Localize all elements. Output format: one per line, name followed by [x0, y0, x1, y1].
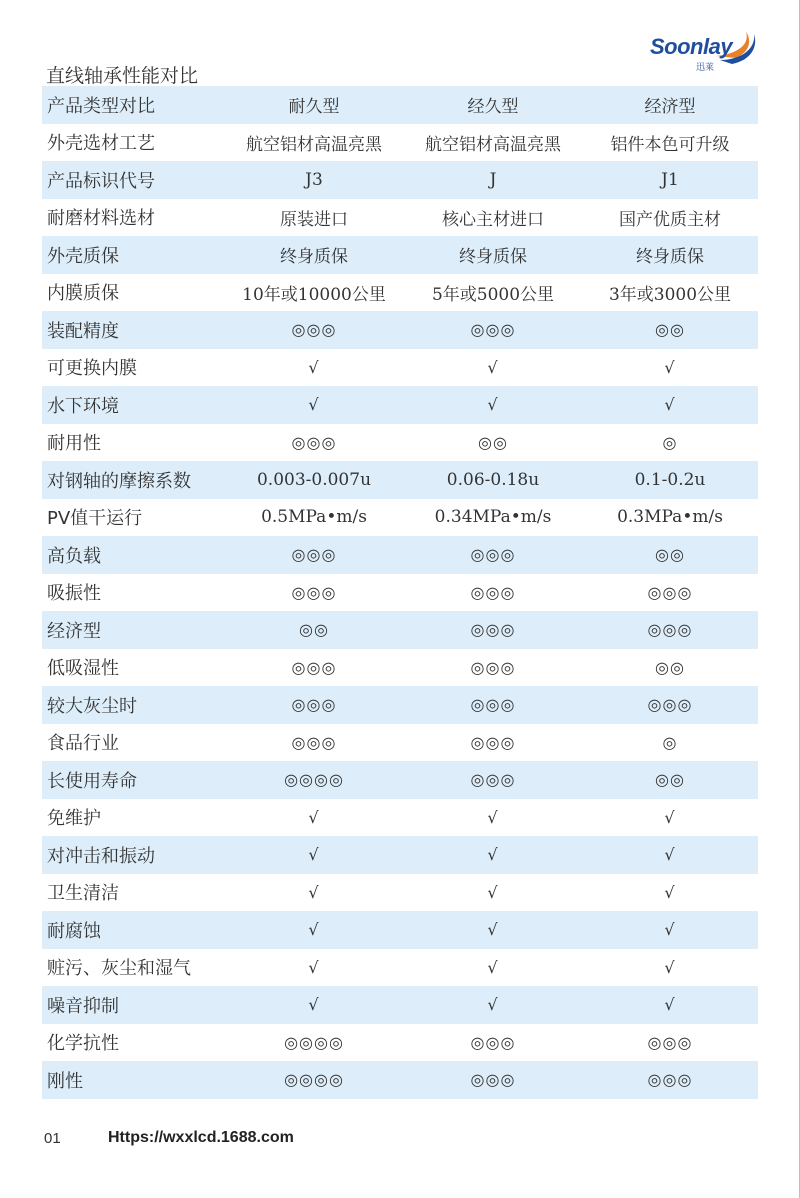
table-cell: 终身质保 — [459, 247, 527, 268]
page-title: 直线轴承性能对比 — [46, 65, 199, 87]
row-label: 外壳选材工艺 — [47, 133, 155, 155]
table-cell: ◎◎◎ — [291, 582, 337, 602]
table-cell: ◎◎◎ — [647, 620, 693, 640]
table-cell: ◎◎ — [655, 657, 685, 677]
table-cell: √ — [308, 807, 320, 827]
table-cell: 0.3MPa•m/s — [617, 507, 723, 528]
footer-url-link[interactable]: Https://wxxlcd.1688.com — [108, 1129, 294, 1146]
table-cell: ◎◎◎ — [470, 1032, 516, 1052]
table-cell: 核心主材进口 — [442, 209, 544, 230]
row-label: 高负载 — [47, 545, 101, 567]
table-cell: J1 — [661, 169, 679, 190]
table-row — [42, 274, 758, 312]
table-cell: 国产优质主材 — [619, 209, 721, 230]
table-cell: 航空铝材高温亮黑 — [246, 134, 382, 155]
table-cell: √ — [308, 920, 320, 940]
table-row — [42, 349, 758, 387]
row-label: 化学抗性 — [47, 1033, 119, 1055]
table-cell: ◎◎◎ — [291, 432, 337, 452]
table-cell: ◎◎◎ — [291, 732, 337, 752]
table-row — [42, 1024, 758, 1062]
table-cell: √ — [308, 995, 320, 1015]
table-cell: √ — [487, 882, 499, 902]
table-row — [42, 386, 758, 424]
table-cell: √ — [487, 807, 499, 827]
table-cell: √ — [664, 807, 676, 827]
row-label: 内膜质保 — [47, 283, 119, 305]
table-cell: 0.003-0.007u — [256, 469, 372, 490]
row-label: 对冲击和振动 — [47, 845, 155, 867]
table-cell: √ — [664, 995, 676, 1015]
table-cell: 0.1-0.2u — [634, 469, 706, 490]
table-cell: √ — [308, 845, 320, 865]
table-row — [42, 799, 758, 837]
brand-logo — [646, 26, 758, 76]
table-cell: ◎ — [662, 432, 678, 452]
table-cell: √ — [308, 357, 320, 377]
table-cell: ◎◎ — [655, 770, 685, 790]
table-cell: ◎◎◎ — [470, 582, 516, 602]
table-cell: ◎◎◎ — [470, 695, 516, 715]
table-cell: ◎◎◎ — [470, 320, 516, 340]
table-cell: √ — [487, 845, 499, 865]
table-cell: 经济型 — [644, 97, 696, 118]
table-cell: ◎◎◎ — [647, 1070, 693, 1090]
table-cell: J3 — [305, 169, 323, 190]
table-row — [42, 1061, 758, 1099]
table-cell: 航空铝材高温亮黑 — [425, 134, 561, 155]
row-label: 耐腐蚀 — [47, 920, 101, 942]
table-row — [42, 461, 758, 499]
comparison-table-body — [42, 86, 758, 1099]
table-cell: ◎◎◎ — [470, 732, 516, 752]
table-cell: √ — [664, 845, 676, 865]
table-cell: ◎◎◎ — [470, 657, 516, 677]
row-label: 赃污、灰尘和湿气 — [47, 958, 191, 980]
table-cell: √ — [308, 395, 320, 415]
row-label: 卫生清洁 — [47, 883, 119, 905]
table-cell: √ — [308, 957, 320, 977]
table-cell: √ — [487, 995, 499, 1015]
table-row — [42, 874, 758, 912]
table-row — [42, 424, 758, 462]
table-cell: ◎◎ — [655, 545, 685, 565]
table-cell: ◎◎◎ — [291, 695, 337, 715]
table-row — [42, 124, 758, 162]
table-cell: ◎ — [662, 732, 678, 752]
table-cell: √ — [487, 920, 499, 940]
row-label: 长使用寿命 — [47, 770, 137, 792]
row-label: 产品标识代号 — [47, 170, 155, 192]
row-label: 吸振性 — [47, 583, 101, 605]
table-cell: ◎◎◎ — [291, 545, 337, 565]
table-cell: √ — [487, 395, 499, 415]
row-label: 装配精度 — [47, 320, 119, 342]
table-cell: ◎◎ — [299, 620, 329, 640]
table-cell: ◎◎◎ — [647, 1032, 693, 1052]
table-cell: ◎◎◎ — [647, 695, 693, 715]
table-cell: √ — [664, 920, 676, 940]
row-label: 较大灰尘时 — [47, 695, 137, 717]
table-cell: 0.06-0.18u — [446, 469, 540, 490]
table-cell: 终身质保 — [636, 247, 704, 268]
table-cell: √ — [308, 882, 320, 902]
table-row — [42, 499, 758, 537]
table-cell: ◎◎◎ — [470, 620, 516, 640]
row-label: 水下环境 — [47, 395, 119, 417]
table-cell: 原装进口 — [280, 209, 348, 230]
row-label: 食品行业 — [47, 733, 119, 755]
logo-brand-text: Soonlay — [650, 34, 733, 59]
table-cell: √ — [487, 357, 499, 377]
table-row — [42, 311, 758, 349]
row-label: 可更换内膜 — [47, 358, 137, 380]
table-row — [42, 724, 758, 762]
row-label: PV值干运行 — [47, 508, 143, 530]
table-cell: ◎◎◎ — [470, 770, 516, 790]
comparison-table — [42, 86, 758, 1099]
table-cell: ◎◎ — [655, 320, 685, 340]
table-cell: J — [489, 169, 497, 190]
logo-sub-text: 迅莱 — [696, 63, 715, 73]
row-label: 耐磨材料选材 — [47, 208, 155, 230]
table-cell: ◎◎◎◎ — [284, 1032, 344, 1052]
table-cell: ◎◎◎ — [647, 582, 693, 602]
table-cell: 0.5MPa•m/s — [261, 507, 367, 528]
row-label: 产品类型对比 — [47, 95, 155, 117]
row-label: 刚性 — [47, 1070, 83, 1092]
table-cell: √ — [664, 882, 676, 902]
table-cell: 3年或3000公里 — [608, 284, 732, 305]
page-number: 01 — [44, 1130, 61, 1147]
table-row — [42, 574, 758, 612]
table-cell: ◎◎◎◎ — [284, 770, 344, 790]
table-row — [42, 611, 758, 649]
table-row — [42, 199, 758, 237]
table-cell: √ — [664, 957, 676, 977]
table-row — [42, 236, 758, 274]
table-cell: 终身质保 — [280, 247, 348, 268]
table-cell: 耐久型 — [288, 97, 340, 118]
table-cell: 0.34MPa•m/s — [434, 507, 552, 528]
table-row — [42, 161, 758, 199]
table-cell: 5年或5000公里 — [431, 284, 555, 305]
table-cell: ◎◎◎ — [470, 1070, 516, 1090]
table-cell: √ — [664, 357, 676, 377]
row-label: 对钢轴的摩擦系数 — [47, 470, 191, 492]
table-cell: ◎◎ — [478, 432, 508, 452]
table-row — [42, 86, 758, 124]
table-row — [42, 536, 758, 574]
table-cell: 经久型 — [467, 97, 519, 118]
table-row — [42, 911, 758, 949]
table-cell: ◎◎◎ — [470, 545, 516, 565]
table-row — [42, 986, 758, 1024]
table-row — [42, 649, 758, 687]
row-label: 噪音抑制 — [47, 995, 119, 1017]
table-cell: ◎◎◎◎ — [284, 1070, 344, 1090]
table-row — [42, 836, 758, 874]
row-label: 耐用性 — [47, 433, 101, 455]
table-cell: √ — [664, 395, 676, 415]
row-label: 低吸湿性 — [47, 658, 119, 680]
table-cell: ◎◎◎ — [291, 657, 337, 677]
table-cell: 10年或10000公里 — [242, 284, 386, 305]
table-cell: √ — [487, 957, 499, 977]
row-label: 外壳质保 — [47, 245, 119, 267]
table-cell: 铝件本色可升级 — [610, 134, 730, 155]
row-label: 经济型 — [47, 620, 101, 642]
row-label: 免维护 — [47, 808, 101, 830]
table-cell: ◎◎◎ — [291, 320, 337, 340]
table-row — [42, 686, 758, 724]
table-row — [42, 761, 758, 799]
table-row — [42, 949, 758, 987]
